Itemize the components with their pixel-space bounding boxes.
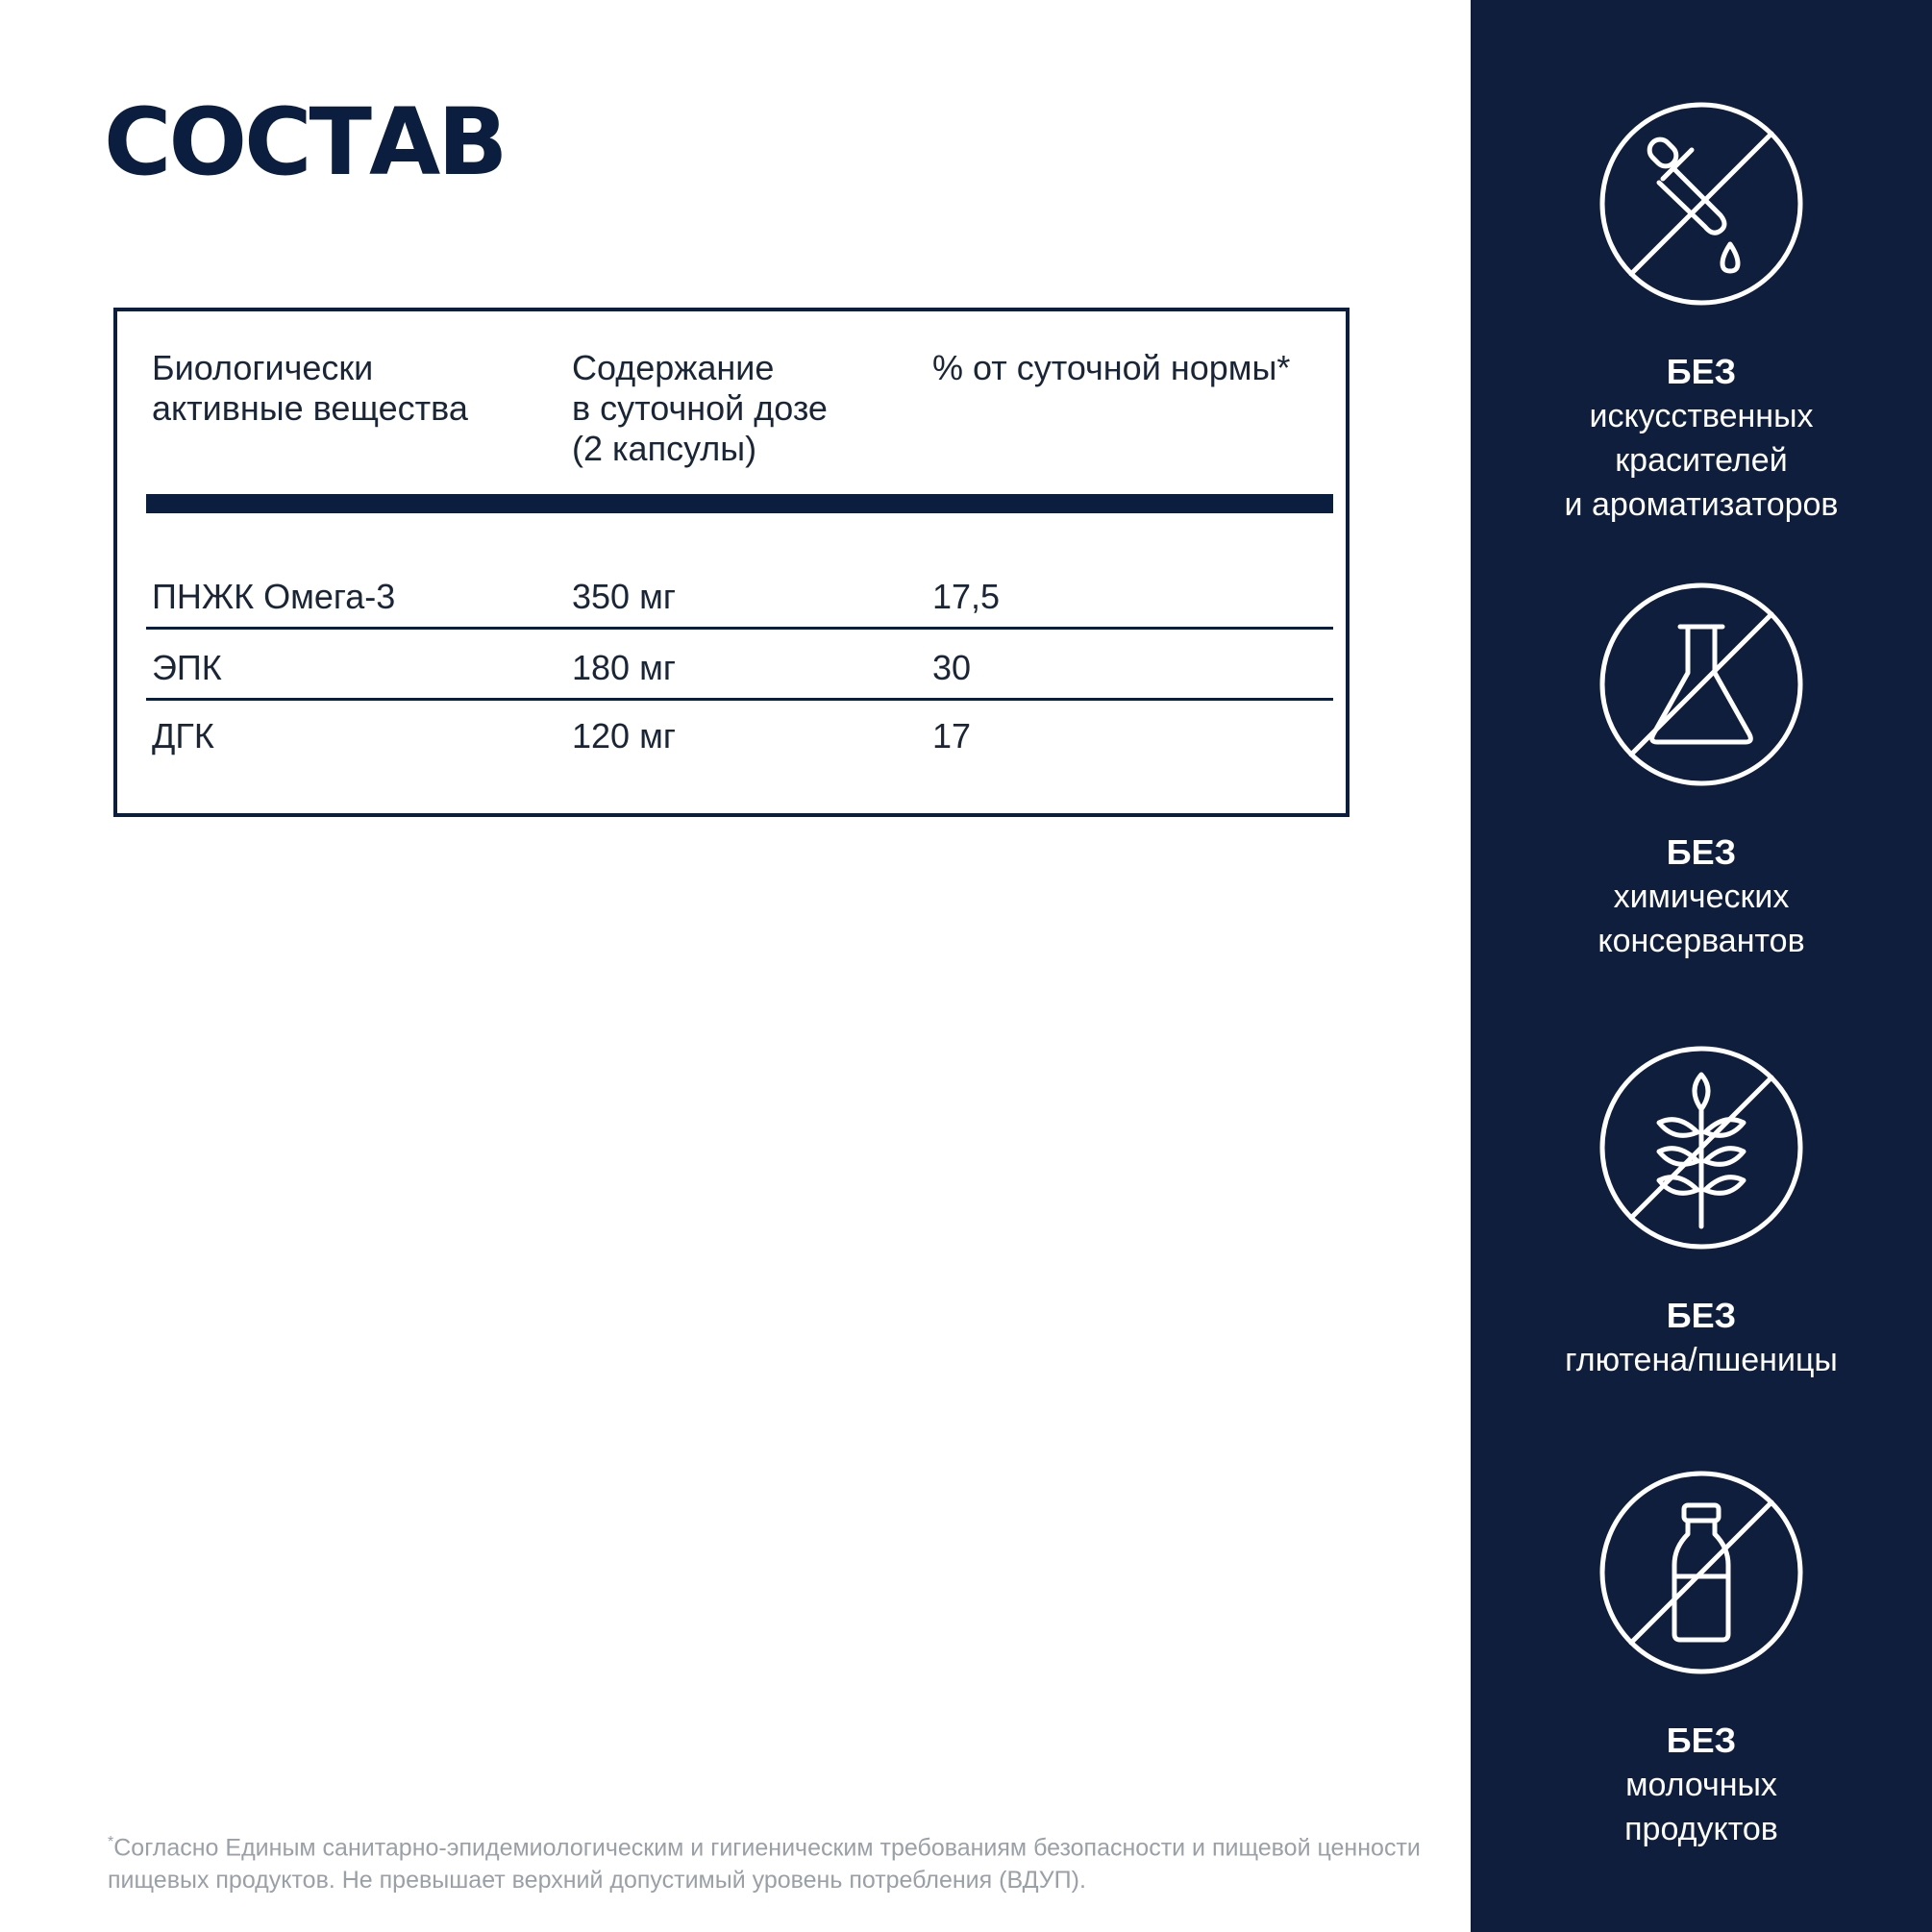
row-name: ПНЖК Омега-3 xyxy=(152,577,396,616)
row-name: ЭПК xyxy=(152,648,222,687)
feature-body: глютена/пшеницы xyxy=(1565,1342,1838,1378)
feature-head: БЕЗ xyxy=(1666,1296,1737,1335)
row-divider xyxy=(146,698,1333,701)
no-wheat-icon xyxy=(1598,1044,1805,1251)
header-substances: Биологически активные вещества xyxy=(152,348,468,428)
feature-no-preservatives xyxy=(1471,581,1932,963)
footnote xyxy=(108,1826,1434,1896)
header-daily-norm: % от суточной нормы* xyxy=(932,348,1291,387)
features-sidebar xyxy=(1471,0,1932,1932)
header-daily-dose: Содержание в суточной дозе (2 капсулы) xyxy=(572,348,828,468)
feature-no-colorants xyxy=(1471,100,1932,527)
table-row xyxy=(117,648,1346,717)
row-percent: 17 xyxy=(932,716,972,755)
row-name: ДГК xyxy=(152,716,214,755)
no-flask-icon xyxy=(1598,581,1805,788)
feature-no-gluten xyxy=(1471,1044,1932,1382)
header-divider xyxy=(146,494,1333,513)
row-amount: 180 мг xyxy=(572,648,676,687)
row-percent: 17,5 xyxy=(932,577,1001,616)
feature-no-dairy xyxy=(1471,1469,1932,1851)
feature-body: искусственных красителей и ароматизаторов xyxy=(1564,398,1839,523)
feature-head: БЕЗ xyxy=(1666,1721,1737,1760)
row-amount: 350 мг xyxy=(572,577,676,616)
feature-head: БЕЗ xyxy=(1666,832,1737,872)
page-title: СОСТАВ xyxy=(104,88,506,196)
table-row xyxy=(117,577,1346,646)
feature-body: молочных продуктов xyxy=(1624,1767,1778,1847)
no-dropper-icon xyxy=(1598,100,1805,308)
table-row xyxy=(117,716,1346,785)
feature-body: химических консервантов xyxy=(1598,879,1805,959)
row-percent: 30 xyxy=(932,648,972,687)
footnote-text: Согласно Единым санитарно-эпидемиологическим и гигиеническим требованиям безопасности и пищевой ценности пищевых продуктов. Не превышает верхний допустимый уровень потребления (ВДУП). xyxy=(108,1834,1421,1895)
feature-head: БЕЗ xyxy=(1666,352,1737,391)
footnote-mark: * xyxy=(108,1834,114,1850)
no-milk-icon xyxy=(1598,1469,1805,1676)
composition-table xyxy=(113,308,1350,817)
row-amount: 120 мг xyxy=(572,716,676,755)
row-divider xyxy=(146,627,1333,630)
